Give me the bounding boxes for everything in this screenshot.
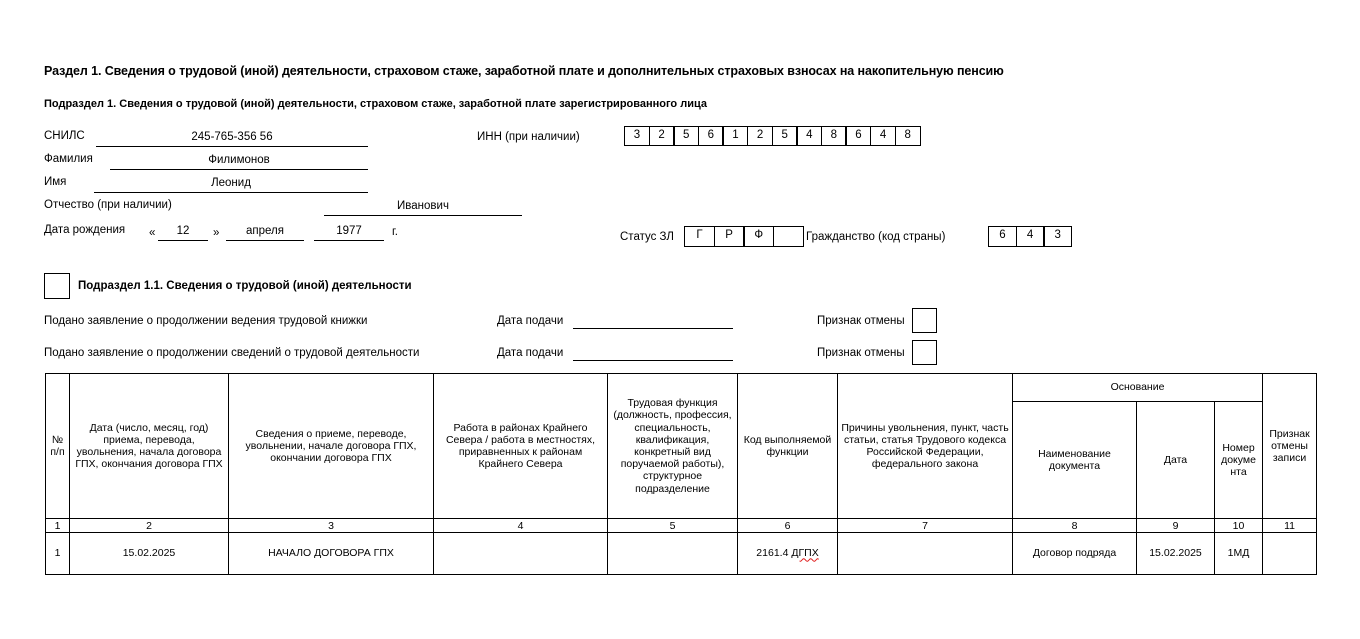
- inn-digit-7[interactable]: 5: [772, 126, 798, 146]
- citizenship-digit-2[interactable]: 4: [1016, 226, 1045, 247]
- header-col-cancel-flag: Признак отмены записи: [1263, 374, 1317, 519]
- birthdate-month-field[interactable]: апреля: [226, 224, 304, 241]
- column-number-2: 2: [70, 519, 229, 533]
- birthdate-quote-close: »: [213, 227, 220, 239]
- inn-digit-8[interactable]: 4: [796, 126, 822, 146]
- header-col-dismissal-reason: Причины увольнения, пункт, часть статьи, статья Трудового кодекса Российской Федерации, федерального закона: [838, 374, 1013, 519]
- header-col-function: Трудовая функция (должность, профессия, специальность, квалификация, конкретный вид поручаемой работы), структурное подразделение: [608, 374, 738, 519]
- activity-table: [45, 373, 1317, 575]
- column-number-9: 9: [1137, 519, 1215, 533]
- birthdate-year-field[interactable]: 1977: [314, 224, 384, 241]
- firstname-label: Имя: [44, 176, 67, 188]
- patronymic-row: [44, 197, 564, 220]
- inn-digit-12[interactable]: 8: [895, 126, 921, 146]
- cell-date[interactable]: 15.02.2025: [70, 533, 229, 575]
- snils-field[interactable]: 245-765-356 56: [96, 130, 368, 147]
- inn-digit-6[interactable]: 2: [747, 126, 773, 146]
- cell-num: 1: [46, 533, 70, 575]
- birthdate-year-suffix: г.: [392, 226, 398, 238]
- cell-info[interactable]: НАЧАЛО ДОГОВОРА ГПХ: [229, 533, 434, 575]
- header-col-code: Код выполняемой функции: [738, 374, 838, 519]
- citizenship-digit-3[interactable]: 3: [1043, 226, 1072, 247]
- citizenship-digit-1[interactable]: 6: [988, 226, 1017, 247]
- inn-digit-2[interactable]: 2: [649, 126, 675, 146]
- statement-workbook-cancel-checkbox[interactable]: [912, 308, 937, 333]
- inn-label: ИНН (при наличии): [477, 131, 580, 143]
- cell-doc-date[interactable]: 15.02.2025: [1137, 533, 1215, 575]
- statement-workbook-cancel-label: Признак отмены: [817, 315, 905, 327]
- inn-digit-10[interactable]: 6: [845, 126, 871, 146]
- inn-digit-3[interactable]: 5: [673, 126, 699, 146]
- inn-digit-1[interactable]: 3: [624, 126, 650, 146]
- birthdate-quote-open: «: [149, 227, 156, 239]
- statement-edata-date-label: Дата подачи: [497, 347, 564, 359]
- firstname-row: [44, 174, 564, 197]
- patronymic-field[interactable]: Иванович: [324, 199, 522, 216]
- citizenship-boxes[interactable]: [988, 226, 1072, 247]
- header-col-doc-number: Номер докуме нта: [1215, 402, 1263, 519]
- subsection-title: Подраздел 1. Сведения о трудовой (иной) деятельности, страховом стаже, заработной плате зарегистрированного лица: [44, 98, 707, 110]
- column-number-6: 6: [738, 519, 838, 533]
- header-col-num: № п/п: [46, 374, 70, 519]
- header-col-doc-date: Дата: [1137, 402, 1215, 519]
- cell-north[interactable]: [434, 533, 608, 575]
- header-group-osnovanie: Основание: [1013, 374, 1263, 402]
- column-number-1: 1: [46, 519, 70, 533]
- patronymic-label: Отчество (при наличии): [44, 199, 172, 211]
- status-cell-4[interactable]: [773, 226, 804, 247]
- table-row[interactable]: [46, 533, 1317, 575]
- table-column-number-row: [46, 519, 1317, 533]
- surname-field[interactable]: Филимонов: [110, 153, 368, 170]
- status-label: Статус ЗЛ: [620, 231, 674, 243]
- column-number-4: 4: [434, 519, 608, 533]
- status-cell-2[interactable]: Р: [714, 226, 745, 247]
- snils-label: СНИЛС: [44, 130, 85, 142]
- birthdate-day-field[interactable]: 12: [158, 224, 208, 241]
- subsection-1-1-title: Подраздел 1.1. Сведения о трудовой (иной) деятельности: [78, 280, 412, 292]
- surname-row: [44, 151, 564, 174]
- column-number-5: 5: [608, 519, 738, 533]
- inn-digit-boxes[interactable]: [624, 126, 921, 146]
- header-col-date: Дата (число, месяц, год) приема, перевода, увольнения, начала договора ГПХ, окончания договора ГПХ: [70, 374, 229, 519]
- statement-edata-date-field[interactable]: [573, 360, 733, 361]
- statement-workbook-date-field[interactable]: [573, 328, 733, 329]
- firstname-field[interactable]: Леонид: [94, 176, 368, 193]
- header-col-north: Работа в районах Крайнего Севера / работа в местностях, приравненных к районам Крайнего Севера: [434, 374, 608, 519]
- cell-dismissal-reason[interactable]: [838, 533, 1013, 575]
- column-number-11: 11: [1263, 519, 1317, 533]
- header-col-info: Сведения о приеме, переводе, увольнении, начале договора ГПХ, окончании договора ГПХ: [229, 374, 434, 519]
- statement-edata-label: Подано заявление о продолжении сведений о трудовой деятельности: [44, 347, 420, 359]
- status-cell-3[interactable]: Ф: [743, 226, 774, 247]
- statement-workbook-label: Подано заявление о продолжении ведения трудовой книжки: [44, 315, 368, 327]
- header-col-doc-name: Наименование документа: [1013, 402, 1137, 519]
- cell-cancel-flag[interactable]: [1263, 533, 1317, 575]
- citizenship-label: Гражданство (код страны): [806, 231, 946, 243]
- section-title: Раздел 1. Сведения о трудовой (иной) деятельности, страховом стаже, заработной плате и дополнительных страховых взносах на накопительную пенсию: [44, 64, 1004, 78]
- cell-doc-number[interactable]: 1МД: [1215, 533, 1263, 575]
- statement-edata-cancel-checkbox[interactable]: [912, 340, 937, 365]
- statement-edata-cancel-label: Признак отмены: [817, 347, 905, 359]
- column-number-7: 7: [838, 519, 1013, 533]
- inn-digit-9[interactable]: 8: [821, 126, 847, 146]
- birthdate-label: Дата рождения: [44, 224, 126, 236]
- code-misspelled-token: ДГПХ: [791, 547, 819, 560]
- column-number-10: 10: [1215, 519, 1263, 533]
- cell-doc-name[interactable]: Договор подряда: [1013, 533, 1137, 575]
- cell-code[interactable]: [738, 533, 838, 575]
- column-number-3: 3: [229, 519, 434, 533]
- status-cell-1[interactable]: Г: [684, 226, 715, 247]
- inn-digit-5[interactable]: 1: [722, 126, 748, 146]
- inn-digit-4[interactable]: 6: [698, 126, 724, 146]
- column-number-8: 8: [1013, 519, 1137, 533]
- statement-workbook-date-label: Дата подачи: [497, 315, 564, 327]
- surname-label: Фамилия: [44, 153, 93, 165]
- table-header-row: [46, 374, 1317, 402]
- status-boxes[interactable]: [684, 226, 804, 247]
- inn-digit-11[interactable]: 4: [870, 126, 896, 146]
- cell-function[interactable]: [608, 533, 738, 575]
- subsection-1-1-checkbox[interactable]: [44, 273, 70, 299]
- code-value: 2161.4: [756, 547, 792, 560]
